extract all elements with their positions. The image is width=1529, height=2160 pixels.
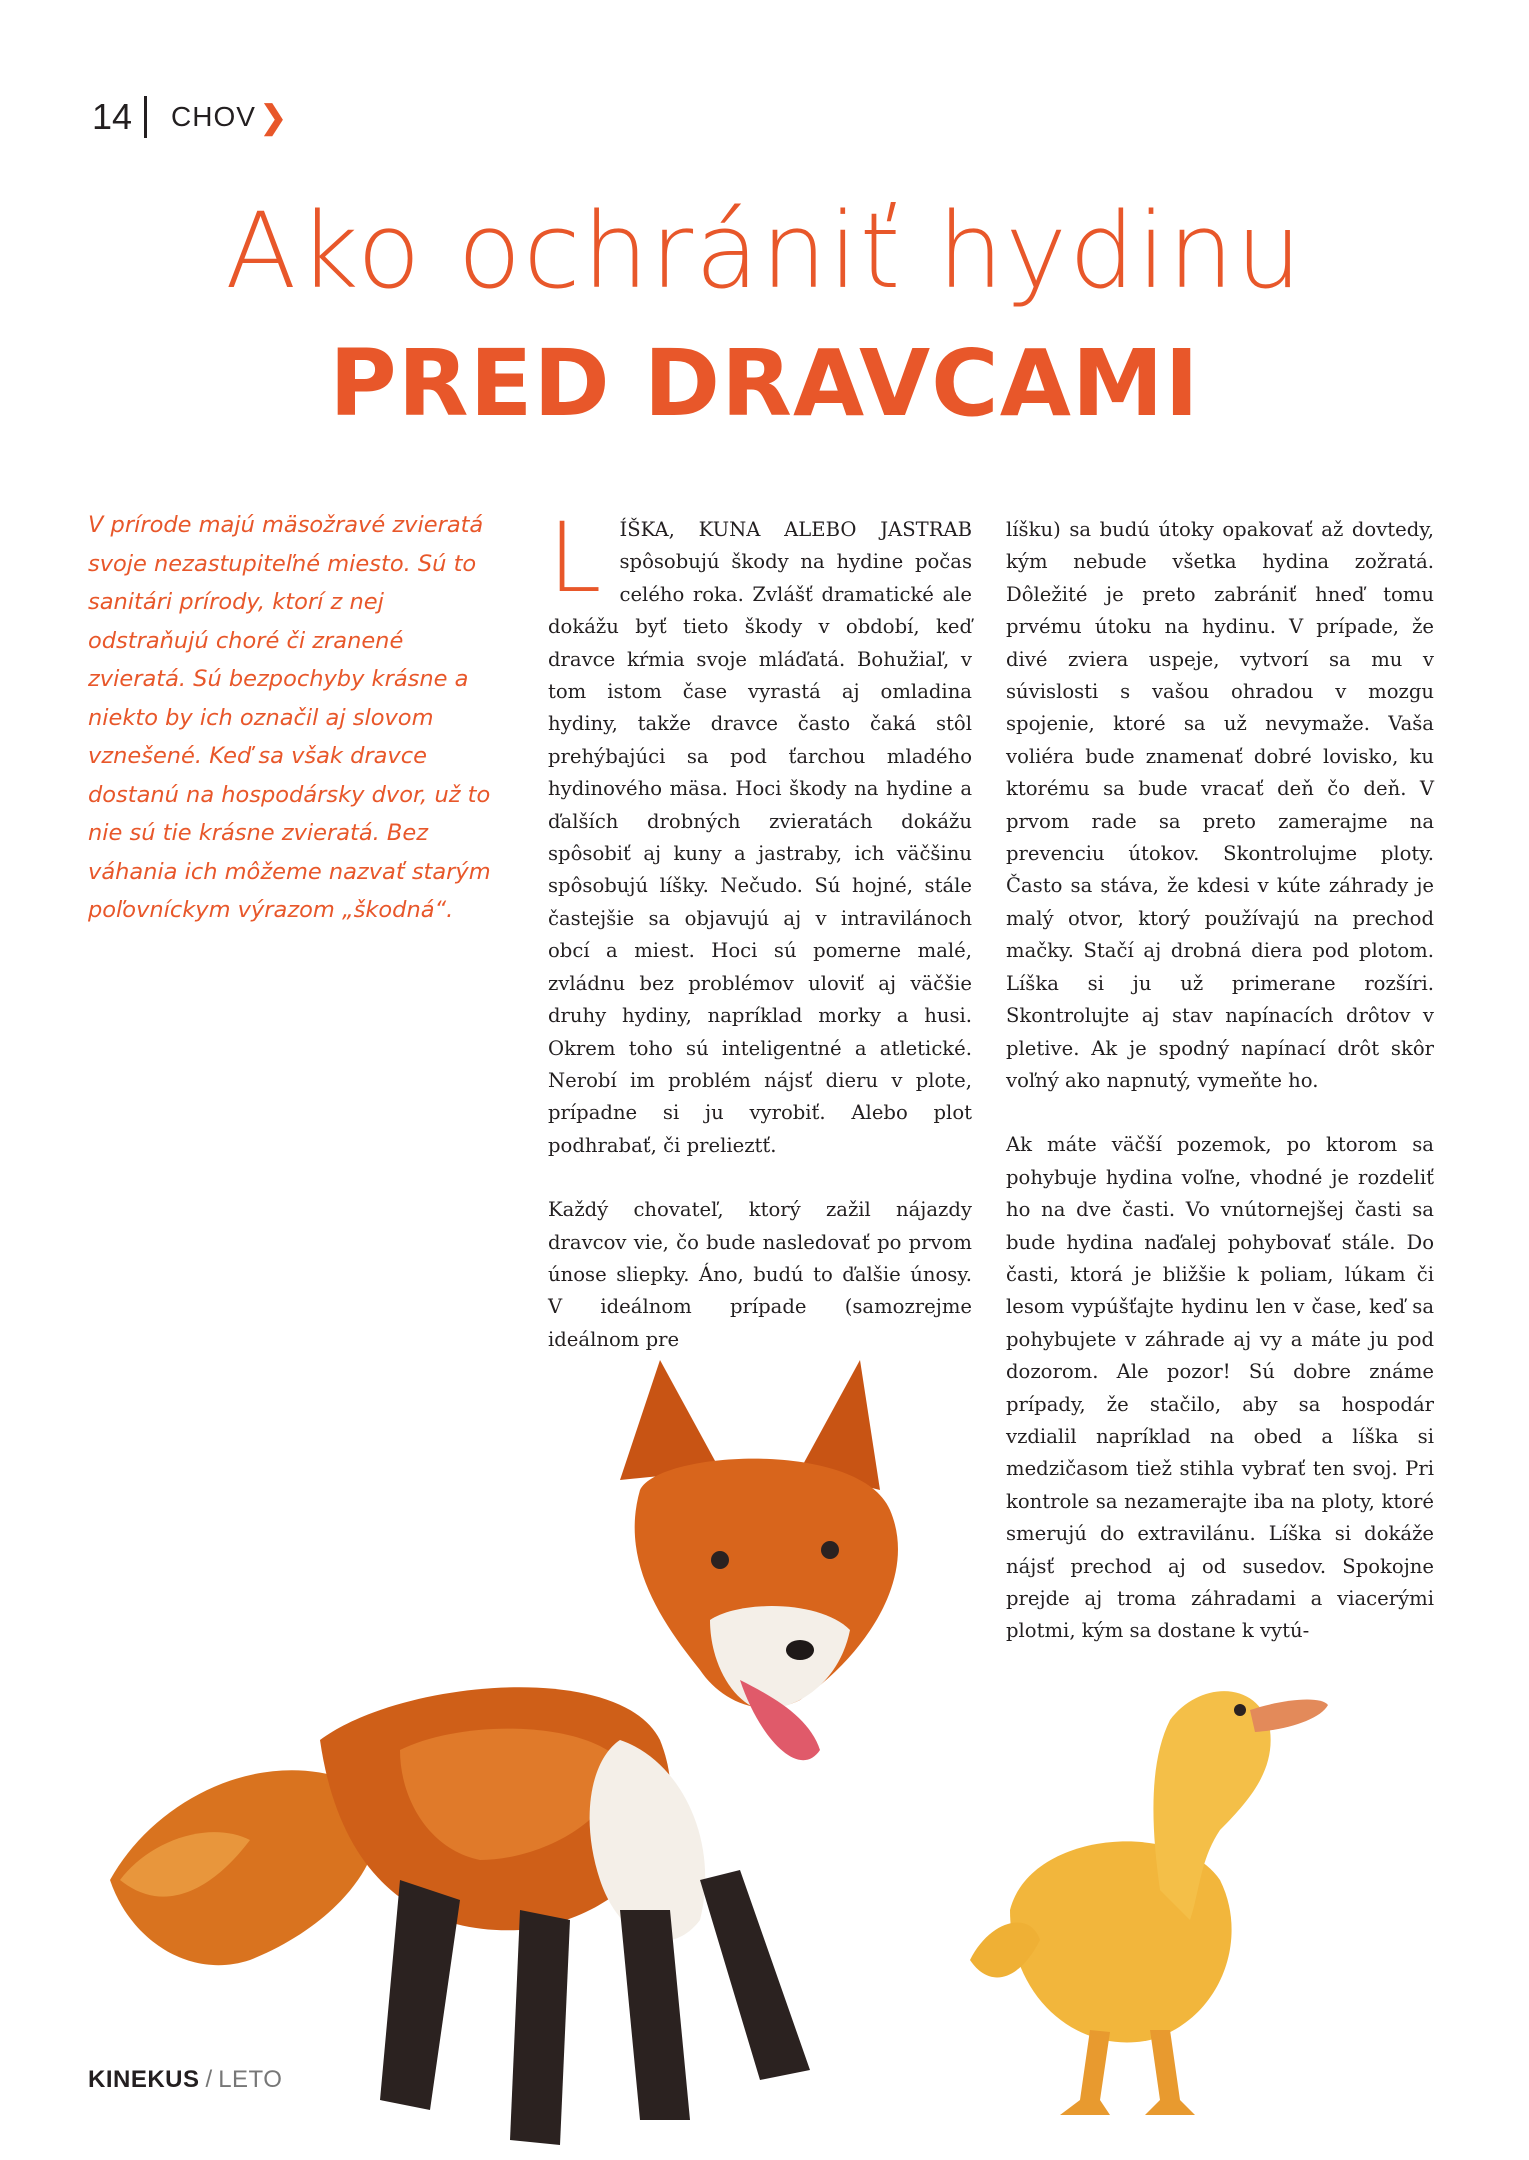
article-title: Ako ochrániť hydinu [225,190,1304,312]
article-subtitle: PRED DRAVCAMI [329,330,1200,437]
header-divider [144,96,147,138]
fox-image [100,1320,1030,2160]
drop-cap: L [548,502,602,614]
footer-brand: KINEKUS [88,2066,200,2093]
footer-separator: / [205,2066,213,2093]
chevron-right-icon: ❯ [259,98,287,136]
page-footer [88,2066,282,2094]
article-column-1 [548,502,972,1388]
page-number: 14 [92,96,133,137]
article-column-2 [1006,514,1434,1680]
intro-text: V prírode majú mäsožravé zvieratá svoje nezastupiteľné miesto. Sú to sanitári prírody, ktorí z nej odstraňujú choré či zranené zvieratá. Sú bezpochyby krásne a niekto by ich označil aj slovom vznešené. Keď sa však dravce dostanú na hospodársky dvor, už to nie sú tie krásne zvieratá. Bez váhania ich môžeme nazvať starým poľovníckym výrazom „škodná“. [88,512,491,923]
duckling-image [950,1660,1330,2130]
column-1-paragraph-2: Každý chovateľ, ktorý zažil nájazdy dravcov vie, čo bude nasledovať po prvom únose sliepky. Áno, budú to ďalšie únosy. V ideálnom prípade (samozrejme ideálnom pre [548,1198,972,1351]
column-2-paragraph-2: Ak máte väčší pozemok, po ktorom sa pohybuje hydina voľne, vhodné je rozdeliť ho na dve časti. Vo vnútornejšej časti sa bude hydina naďalej pohybovať stále. Do časti, ktorá je bližšie k poliam, lúkam či lesom vypúšťajte hydinu len v čase, keď sa pohybujete v záhrade aj vy a máte ju pod dozorom. Ale pozor! Sú dobre známe prípady, že stačilo, aby sa hospodár vzdialil napríklad na obed a líška si medzičasom tiež stihla vybrať ten svoj. Pri kontrole sa nezamerajte iba na ploty, ktoré smerujú do extravilánu. Líška si dokáže nájsť prechod aj od susedov. Spokojne prejde aj troma záhradami a viacerými plotmi, kým sa dostane k vytú- [1006,1133,1434,1643]
section-label: CHOV [171,101,256,132]
column-1-paragraph-1: ÍŠKA, KUNA ALEBO JASTRAB spôsobujú škody na hydine počas celého roka. Zvlášť dramatické ale dokážu byť tieto škody v období, keď dravce kŕmia svoje mláďatá. Bohužiaľ, v tom istom čase vyrastá aj omladina hydiny, takže dravce často čaká stôl prehýbajúci sa pod ťarchou mladého hydinového mäsa. Hoci škody na hydine a ďalších drobných zvieratách dokážu spôsobiť aj kuny a jastraby, ich väčšinu spôsobujú líšky. Nečudo. Sú hojné, stále častejšie sa objavujú aj v intravilánoch obcí a miest. Hoci sú pomerne malé, zvládnu bez problémov uloviť aj väčšie druhy hydiny, napríklad morky a husi. Okrem toho sú inteligentné a atletické. Nerobí im problém nájsť dieru v plote, prípadne si ju vyrobiť. Alebo plot podhrabať, či prelieztť. [548,518,972,1157]
column-2-paragraph-1: líšku) sa budú útoky opakovať až dovtedy, kým nebude všetka hydina zožratá. Dôležité je preto zabrániť hneď tomu prvému útoku na hydinu. V prípade, že divé zviera uspeje, vytvorí sa mu v súvislosti s vašou ohradou v mozgu spojenie, ktoré sa už nevymaže. Vaša voliéra bude znamenať dobré lovisko, ku ktorému sa bude vracať deň čo deň. V prvom rade sa preto zamerajme na prevenciu útokov. Skontrolujme ploty. Často sa stáva, že kdesi v kúte záhrady je malý otvor, ktorý používajú na prechod mačky. Stačí aj drobná diera pod plotom. Líška si ju už primerane rozšíri. Skontrolujte aj stav napínacích drôtov v pletive. Ak je spodný napínací drôt skôr voľný ako napnutý, vymeňte ho. [1006,518,1434,1092]
intro-paragraph [88,506,508,930]
footer-issue: LETO [218,2066,283,2093]
page-header [92,96,287,138]
